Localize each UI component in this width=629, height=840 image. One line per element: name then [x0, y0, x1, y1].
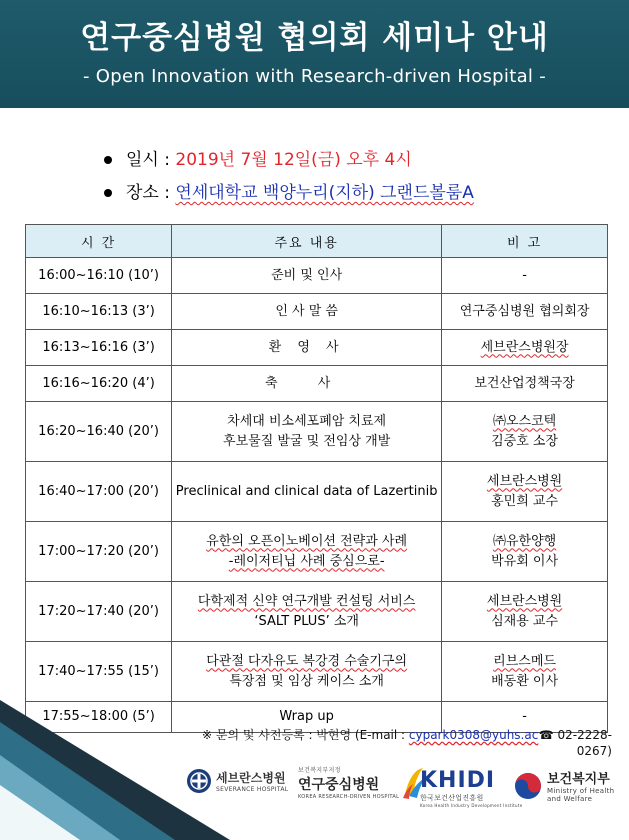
time-cell: 17:20~17:40 (20’) — [26, 582, 172, 642]
schedule-table — [25, 224, 608, 733]
table-row — [26, 366, 608, 402]
content-line — [173, 532, 440, 552]
note-line: ㈜유한양행 — [492, 533, 557, 549]
severance-emblem-icon — [186, 768, 212, 794]
content-line: 차세대 비소세포폐암 치료제 — [227, 413, 387, 429]
note-cell: - — [442, 702, 608, 733]
note-line: ㈜오스코텍 — [492, 413, 557, 429]
note-line: 세브란스병원 — [486, 593, 563, 609]
content-cell — [172, 582, 442, 642]
table-row — [26, 258, 608, 294]
note-cell — [442, 462, 608, 522]
content-text: 유한의 오픈이노베이션 전략과 사례 — [206, 533, 408, 549]
content-line — [173, 552, 440, 572]
header-time: 시 간 — [26, 225, 172, 258]
note-line: 심재용 교수 — [491, 613, 559, 629]
note-line: 박유회 이사 — [491, 553, 559, 569]
rdh-sub: KOREA RESEARCH-DRIVEN HOSPITAL — [298, 793, 400, 800]
time-cell: 17:55~18:00 (5’) — [26, 702, 172, 733]
note-line: 배동환 이사 — [491, 673, 559, 689]
note-line: 김중호 소장 — [491, 433, 559, 449]
time-cell: 16:40~17:00 (20’) — [26, 462, 172, 522]
table-row — [26, 642, 608, 702]
table-row — [26, 522, 608, 582]
note-text: 세브란스병원장 — [480, 339, 569, 355]
logo-bar — [0, 762, 629, 832]
table-row — [26, 294, 608, 330]
date-info — [104, 145, 412, 170]
time-cell: 16:13~16:16 (3’) — [26, 330, 172, 366]
mohw-name: 보건복지부 — [547, 772, 610, 787]
mohw-sub1: Ministry of Health — [547, 787, 615, 795]
note-line: 리브스메드 — [493, 653, 556, 669]
content-line: 후보물질 발굴 및 전임상 개발 — [223, 433, 391, 449]
note-cell — [442, 642, 608, 702]
header-note: 비 고 — [442, 225, 608, 258]
mohw-sub2: and Welfare — [547, 795, 593, 803]
date-label: 일시 : — [126, 150, 176, 170]
header-banner — [0, 0, 629, 108]
time-cell: 16:00~16:10 (10’) — [26, 258, 172, 294]
khidi-name: KHIDI — [420, 768, 496, 793]
bullet-icon — [104, 189, 112, 197]
content-cell — [172, 642, 442, 702]
content-cell — [172, 522, 442, 582]
rdh-logo — [298, 764, 427, 800]
time-cell: 16:20~16:40 (20’) — [26, 402, 172, 462]
table-header-row — [26, 225, 608, 258]
table-row — [26, 402, 608, 462]
phone-number: 02-2228-0267) — [557, 728, 612, 758]
note-cell: 보건산업정책국장 — [442, 366, 608, 402]
content-cell: 준비 및 인사 — [172, 258, 442, 294]
time-cell: 16:16~16:20 (4’) — [26, 366, 172, 402]
table-row — [26, 462, 608, 522]
place-info — [104, 178, 474, 203]
content-cell — [172, 402, 442, 462]
content-text: 다학제적 신약 연구개발 컨설팅 서비스 — [197, 593, 416, 609]
table-row — [26, 582, 608, 642]
page-subtitle: - Open Innovation with Research-driven Hospital - — [82, 66, 547, 87]
content-cell: 축 사 — [172, 366, 442, 402]
khidi-logo — [420, 768, 522, 808]
place-value: 연세대학교 백양누리(지하) 그랜드볼룸A — [175, 183, 474, 203]
content-cell — [172, 462, 442, 522]
khidi-sub: Korea Health Industry Development Institute — [420, 803, 523, 808]
place-label: 장소 : — [126, 183, 176, 203]
note-cell — [442, 402, 608, 462]
contact-email[interactable]: cypark0308@yuhs.ac — [408, 728, 539, 742]
taegeuk-icon — [514, 772, 542, 800]
rdh-name: 연구중심병원 — [298, 776, 380, 793]
contact-prefix: ※ 문의 및 사전등록 : 박현영 (E-mail : — [202, 728, 409, 742]
note-cell — [442, 582, 608, 642]
severance-name: 세브란스병원 — [216, 771, 286, 785]
note-cell: - — [442, 258, 608, 294]
time-cell: 16:10~16:13 (3’) — [26, 294, 172, 330]
content-text: 다관절 다자유도 복강경 수술기구의 — [206, 653, 408, 669]
content-line: 특장점 및 임상 케이스 소개 — [229, 673, 384, 689]
bullet-icon — [104, 156, 112, 164]
date-value: 2019년 7월 12일(금) 오후 4시 — [175, 150, 412, 170]
content-cell: 인 사 말 씀 — [172, 294, 442, 330]
content-text: -레이저티닙 사례 중심으로- — [228, 553, 385, 569]
khidi-kr: 한국보건산업진흥원 — [420, 794, 484, 802]
time-cell: 17:00~17:20 (20’) — [26, 522, 172, 582]
table-row — [26, 330, 608, 366]
content-line: Preclinical and clinical data of Lazertinib — [175, 483, 438, 499]
phone-icon: ☎ — [538, 728, 554, 742]
note-line: 홍민희 교수 — [491, 493, 559, 509]
time-cell: 17:40~17:55 (15’) — [26, 642, 172, 702]
header-content: 주요 내용 — [172, 225, 442, 258]
content-line — [173, 652, 440, 672]
rdh-top: 보건복지부지정 — [298, 766, 341, 774]
note-cell — [442, 330, 608, 366]
severance-sub: SEVERANCE HOSPITAL — [216, 786, 289, 793]
note-cell: 연구중심병원 협의회장 — [442, 294, 608, 330]
contact-phone — [536, 727, 612, 759]
mohw-logo — [514, 768, 614, 803]
severance-logo — [186, 768, 288, 794]
content-line: ‘SALT PLUS’ 소개 — [254, 613, 359, 629]
content-cell: Wrap up — [172, 702, 442, 733]
content-cell: 환 영 사 — [172, 330, 442, 366]
note-cell — [442, 522, 608, 582]
page-title: 연구중심병원 협의회 세미나 안내 — [80, 20, 549, 56]
note-line: 세브란스병원 — [486, 473, 563, 489]
contact-info — [202, 727, 612, 758]
content-line — [173, 592, 440, 612]
